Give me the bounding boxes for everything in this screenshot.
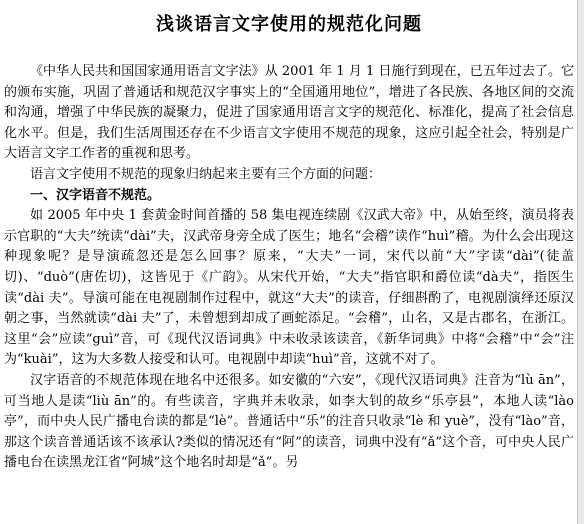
summary-paragraph: 语言文字使用不规范的现象归纳起来主要有三个方面的问题： <box>30 166 382 182</box>
section-heading: 一、汉字语音不规范。 <box>30 187 161 203</box>
page-title: 浅谈语言文字使用的规范化问题 <box>156 14 422 35</box>
example-paragraph-place-names: 汉字语音的不规范体现在地名中还很多。如安徽的“六安”，《现代汉语词典》注音为“lù ān”，可当地人是读“liù ān”的。有些读音，字典并未收录，如李大钊的故乡“乐亭县”，本地人读“lào 亭”，而中央人民广播电台读的都是“lè”。普通话中“乐”的注音只收录“lè 和 yuè”，没有“lào”音，那这个读音普通话该不该承认?类似的情况还有“阿”的读音，词典中没有“ǎ”这个音，可中央人民广播电台在读黑龙江省“阿城”这个地名时却是“ǎ”。另 <box>4 372 574 471</box>
vertical-scrollbar[interactable] <box>577 0 584 524</box>
document-body <box>4 62 574 474</box>
intro-paragraph: 《中华人民共和国国家通用语言文字法》从 2001 年 1 月 1 日施行到现在，已五年过去了。它的颁布实施，巩固了普通话和规范汉字事实上的“全国通用地位”，增进了各民族、各地区间的交流和沟通，增强了中华民族的凝聚力，促进了国家通用语言文字的规范化、标准化，提高了社会信息化水平。但是，我们生活周围还存在不少语言文字使用不规范的现象，这应引起全社会，特别是广大语言文字工作者的重视和思考。 <box>4 64 574 162</box>
example-paragraph-tv-drama: 如 2005 年中央 1 套黄金时间首播的 58 集电视连续剧《汉武大帝》中，从始至终，演员将表示官职的“大夫”统读“dài”夫，汉武帝身旁全成了医生；地名“会稽”读作“huì”稽。为什么会出现这种现象呢？是导演疏忽还是怎么回事？原来，“大夫”一词，宋代以前“大”字读“dài”(徒盖切)、“duò”(唐佐切)，这皆见于《广韵》。从宋代开始，“大夫”指官职和爵位读“dà夫”，指医生读“dài 夫”。导演可能在电视剧制作过程中，就这“大夫”的读音，仔细斟酌了，电视剧演绎还原汉朝之事，当然就读“dài 夫”了，未曾想到却成了画蛇添足。“会稽”，山名，又是古郡名，在浙江。这里“会”应读“guì”音，可《现代汉语词典》中未收录该读音，《新华词典》中将“会稽”中“会”注为“kuài”，这为大多数人接受和认可。电视剧中却读“huì”音，这就不对了。 <box>4 208 574 368</box>
